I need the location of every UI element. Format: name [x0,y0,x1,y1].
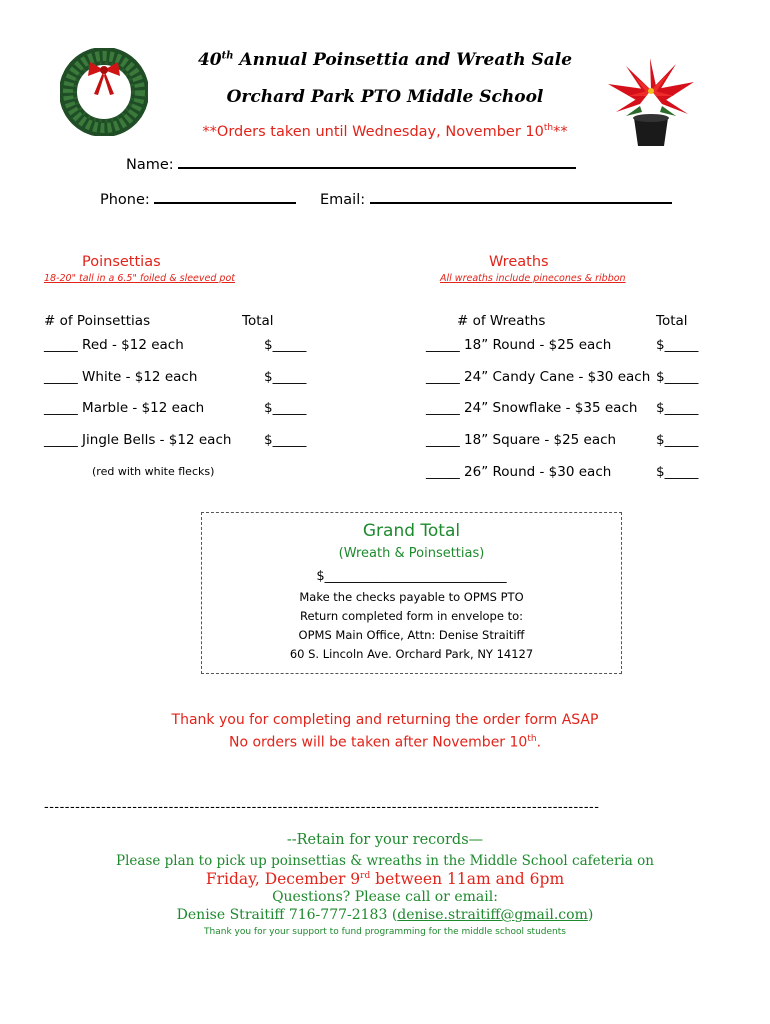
wreath-total[interactable]: $_____ [656,432,699,448]
item-label: Jingle Bells - $12 each [82,432,232,448]
qty-blank[interactable]: _____ [426,432,460,448]
pickup-date: Friday, December 9rd between 11am and 6pm [205,870,565,888]
wreath-count-header: # of Wreaths [457,313,546,329]
wreath-total[interactable]: $_____ [656,337,699,353]
wreath-row[interactable] [426,369,650,385]
name-field[interactable] [126,157,576,173]
email-field[interactable] [320,192,672,208]
wreath-total-header: Total [656,313,688,329]
phone-field[interactable] [100,192,296,208]
grand-total-box [201,512,622,674]
item-label: White - $12 each [82,369,198,385]
qty-blank[interactable]: _____ [44,432,78,448]
payment-instructions [202,588,621,664]
retain-heading: --Retain for your records— [286,832,484,848]
qty-blank[interactable]: _____ [44,337,78,353]
support-note: Thank you for your support to fund programming for the middle school students [204,927,566,937]
title-line-2: Orchard Park PTO Middle School [226,87,544,107]
contact-email-link[interactable]: denise.straitiff@gmail.com [397,907,588,923]
poinsettia-total[interactable]: $_____ [264,432,307,448]
poinsettias-heading: Poinsettias [82,254,161,270]
item-label: Marble - $12 each [82,400,205,416]
wreath-row[interactable] [426,337,611,353]
item-label: 24” Candy Cane - $30 each [464,369,651,385]
qty-blank[interactable]: _____ [44,400,78,416]
qty-blank[interactable]: _____ [426,400,460,416]
poinsettia-row[interactable] [44,369,197,385]
wreath-row[interactable] [426,464,611,480]
questions-line: Questions? Please call or email: [272,889,498,905]
contact-line: Denise Straitiff 716-777-2183 (denise.straitiff@gmail.com) [176,907,594,923]
wreath-row[interactable] [426,432,616,448]
poinsettias-subheading: 18-20" tall in a 6.5" foiled & sleeved pot [44,273,235,284]
poinsettia-total[interactable]: $_____ [264,369,307,385]
poinsettia-row[interactable] [44,400,204,416]
jingle-bells-note: (red with white flecks) [92,465,215,478]
order-deadline: **Orders taken until Wednesday, November 10th** [202,123,568,140]
phone-line[interactable] [154,202,296,204]
item-label: 18” Square - $25 each [464,432,617,448]
title-line-1: 40th Annual Poinsettia and Wreath Sale [197,50,573,70]
cut-line: ----------------------------------------------------------------------------------------------------------- [44,800,600,815]
grand-total-subtitle: (Wreath & Poinsettias) [338,546,485,561]
info-line: Return completed form in envelope to: [299,609,524,623]
qty-blank[interactable]: _____ [426,369,460,385]
poinsettia-total[interactable]: $_____ [264,337,307,353]
item-label: 18” Round - $25 each [464,337,612,353]
thanks-line-1: Thank you for completing and returning the order form ASAP [171,712,599,728]
grand-total-line[interactable]: $____________________________ [316,569,507,584]
poinsettia-total-header: Total [242,313,274,329]
qty-blank[interactable]: _____ [44,369,78,385]
poinsettia-count-header: # of Poinsettias [44,313,151,329]
grand-total-title: Grand Total [362,521,461,541]
email-label: Email: [320,192,366,208]
item-label: 26” Round - $30 each [464,464,612,480]
name-label: Name: [126,157,174,173]
wreaths-subheading: All wreaths include pinecones & ribbon [440,273,626,284]
pickup-info: Please plan to pick up poinsettias & wreaths in the Middle School cafeteria on [116,853,654,869]
qty-blank[interactable]: _____ [426,464,460,480]
email-line[interactable] [370,202,672,204]
wreath-total[interactable]: $_____ [656,464,699,480]
info-line: 60 S. Lincoln Ave. Orchard Park, NY 14127 [289,647,534,661]
name-line[interactable] [178,167,576,169]
wreath-row[interactable] [426,400,637,416]
poinsettia-row[interactable] [44,432,231,448]
phone-label: Phone: [100,192,150,208]
info-line: Make the checks payable to OPMS PTO [299,590,524,604]
item-label: 24” Snowflake - $35 each [464,400,638,416]
poinsettia-total[interactable]: $_____ [264,400,307,416]
poinsettia-row[interactable] [44,337,184,353]
info-line: OPMS Main Office, Attn: Denise Straitiff [298,628,525,642]
qty-blank[interactable]: _____ [426,337,460,353]
wreath-total[interactable]: $_____ [656,400,699,416]
item-label: Red - $12 each [82,337,184,353]
thanks-line-2: No orders will be taken after November 10th. [228,734,542,751]
wreath-total[interactable]: $_____ [656,369,699,385]
wreaths-heading: Wreaths [489,254,549,270]
